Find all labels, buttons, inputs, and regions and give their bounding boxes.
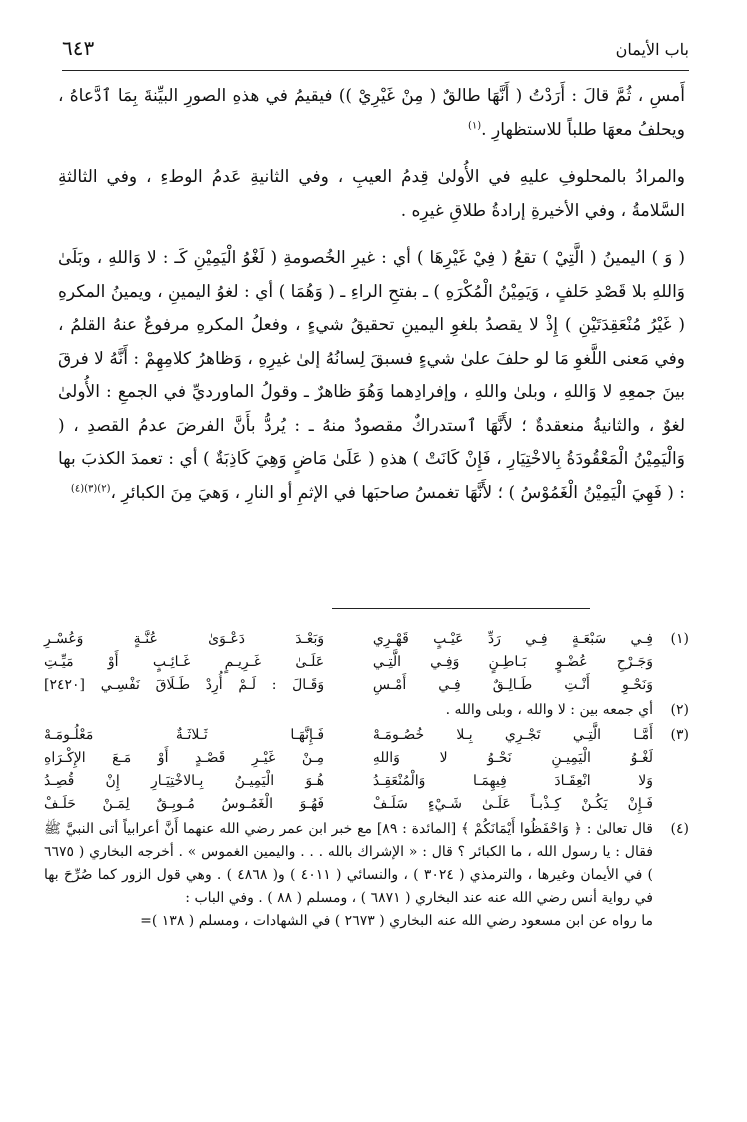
- footnote-3: [44, 724, 689, 816]
- verse-hemistich: فِـي سَبْعَـةٍ فِـي رَدِّ عَيْـبٍ قَهْـرِي: [372, 631, 653, 647]
- verse-hemistich: فَـإِنَّهَـا ثَـلاثَـةٌ مَعْلُـومَـهْ: [44, 727, 325, 743]
- footnote-ref-2: (٢): [97, 482, 111, 494]
- paragraph-1-text: أَمسِ ، ثُمَّ قالَ : أَرَدْتُ ( أَنَّهَا طالقٌ ( مِنْ غَيْرِيْ )) فيقيمُ في هذهِ الصورِ البيِّنةَ بِمَا ٱدَّعاهُ ، ويحلفُ معهَا طلباً للاستظهارِ .: [58, 86, 685, 140]
- footnote-continuation: ما رواه عن ابن مسعود رضي الله عنه البخاري ( ٢٦٧٣ ) في الشهادات ، ومسلم ( ١٣٨ )=: [140, 913, 653, 929]
- verse-hemistich: وَبَعْـدَ دَعْـوَىٰ عُنَّـةٍ وَعُسْـرِ: [44, 631, 325, 647]
- verse-hemistich: فَـإِنْ يَكُـنْ كِـذْبـاً عَلَـىٰ شَـيْءٍ سَلَـفْ: [372, 796, 653, 812]
- verse-hemistich: لَغْـوُ الْيَمِيـنِ نَحْـوُ لا وَاللهِ: [372, 750, 653, 766]
- verse-line: [44, 770, 653, 793]
- verse-hemistich: أَمَّـا الَّتِـي تَجْـرِي بِـلا خُصُـومَـهْ: [372, 727, 653, 743]
- footnote-ref-4: (٤): [70, 482, 85, 494]
- footnote-1: [44, 628, 689, 697]
- footnote-ref-1: (١): [467, 119, 482, 131]
- running-head: باب الأيمان: [615, 40, 689, 59]
- verse-line: [44, 793, 653, 816]
- verse-hemistich: عَلَـىٰ غَـرِيـمٍ غَـائِـبٍ أَوْ مَيِّـتِ: [44, 654, 325, 670]
- verse-hemistich: مِـنْ غَيْـرِ قَصْـدٍ أَوْ مَـعَ الإِكْـرَاهِ: [44, 750, 325, 766]
- paragraph-2-text: والمرادُ بالمحلوفِ عليهِ في الأُولىٰ قِدمُ العيبِ ، وفي الثانيةِ عَدمُ الوطءِ ، وفي الثالثةِ السَّلامةُ ، وفي الأخيرةِ إرادةُ طلاقِ غيرِه .: [58, 167, 685, 221]
- page-header: [62, 30, 689, 71]
- footnote-text: قال تعالىٰ : ﴿ وَاحْفَظُوا أَيْمَانَكُمْ ﴾ [المائدة : ٨٩] مع خبر ابن عمر رضي الله عنهما أَنَّ أعرابياً أتى النبيَّ ﷺ فقال : يا رسول الله ، ما الكبائر ؟ قال : « الإشراك بالله . . . واليمين الغموس » . أخرجه البخاري ( ٦٦٧٥ ) في الأيمان وغيرها ، والترمذي ( ٣٠٢٤ ) ، والنسائي ( ٤٠١١ ) و( ٤٨٦٨ ) . وهي قول الزور كما صُرِّحَ بها في رواية أنس رضي الله عنه عند البخاري ( ٦٨٧١ ) ، ومسلم ( ٨٨ ) . وفي الباب :: [44, 821, 654, 906]
- footnote-4: [44, 818, 689, 933]
- footnote-number: (١): [670, 631, 689, 647]
- verse-hemistich: وَقَـالَ : لَـمْ أُرِدْ طَـلَاقَ نَفْسِـي [٢٤٢٠]: [44, 677, 325, 693]
- footnote-text: أي جمعه بين : لا والله ، وبلى والله .: [445, 702, 653, 718]
- paragraph-1: [58, 80, 685, 147]
- footnote-2: [44, 699, 689, 722]
- verse-hemistich: فَهُـوَ الْغَمُـوسُ مُـوبِـقٌ لِمَـنْ حَلَـفْ: [44, 796, 325, 812]
- verse-hemistich: وَنَحْـوِ أَنْـتِ طَـالِـقٌ فِـي أَمْـسِ: [372, 677, 653, 693]
- paragraph-2: [58, 161, 685, 228]
- verse-line: [44, 674, 653, 697]
- verse-hemistich: هُـوَ الْيَمِيـنُ بِـالاخْتِيَـارِ إِنْ قُصِـدُ: [44, 773, 325, 789]
- footnote-number: (٤): [670, 821, 689, 837]
- verse-line: [44, 628, 653, 651]
- verse-line: [44, 724, 653, 747]
- verse-line: [44, 651, 653, 674]
- footnote-ref-3: (٣): [84, 482, 98, 494]
- page-number: ٦٤٣: [62, 36, 95, 60]
- paragraph-3-text: ( وَ ) اليمينُ ( الَّتِيْ ) تقعُ ( فِيْ غَيْرِهَا ) أي : غيرِ الخُصومةِ ( لَغْوُ الْيَمِيْنِ كَـ : لا وَاللهِ ، وبَلَىٰ وَاللهِ بلا قَصْدِ حَلفٍ ، وَيَمِيْنُ الْمُكْرَهِ ) ـ بفتحِ الراءِ ـ ( وَهُمَا ) أي : لغوُ اليمينِ ، ويمينُ المكرهِ ( غَيْرُ مُنْعَقِدَتَيْنِ ) إِذْ لا يقصدُ بلغوِ اليمينِ تحقيقُ شيءٍ ، وفعلُ المكرهِ مرفوعٌ عنهُ القلمُ ، وفي مَعنى اللَّغوِ مَا لو حلفَ علىٰ شيءٍ فسبقَ لِسانُهُ إلىٰ غيرِهِ ، وَظاهرُ كلامِهِمْ : أَنَّهُ لا فرقَ بينَ جمعِهِ لا وَاللهِ ، وبلىٰ واللهِ ، وإفرادِهما وَهُوَ ظاهرٌ ـ وقولُ الماورديِّ في الجمعِ : الأُولىٰ لغوٌ ، والثانيةُ منعقدةٌ ؛ لأَنَّهَا ٱستدراكٌ مقصودٌ منهُ ـ : يُردُّ بأَنَّ الفرضَ عدمُ القصدِ ، ( وَالْيَمِيْنُ الْمَعْقُودَةُ بِالاخْتِيَارِ ، فَإِنْ كَانَتْ ) هذهِ ( عَلَىٰ مَاضٍ وَهِيَ كَاذِبَةٌ ) أي : تعمدَ الكذبَ بها : ( فَهِيَ الْيَمِيْنُ الْغَمُوْسُ ) ؛ لأَنَّهَا تغمسُ صاحبَها في الإثمِ أو النارِ ، وَهيَ مِنَ الكبائرِ ،: [58, 248, 685, 503]
- verse-line: [44, 747, 653, 770]
- footnote-separator: [332, 608, 590, 609]
- footnote-number: (٣): [670, 727, 689, 743]
- verse-hemistich: وَلا انْعِقَـادَ فِيهِمَـا وَالْمُنْعَقِـدُ: [372, 773, 653, 789]
- verse-block: [44, 628, 653, 697]
- main-text: [58, 80, 685, 510]
- paragraph-3: [58, 242, 685, 510]
- verse-block: [44, 724, 653, 816]
- footnotes: [44, 628, 689, 935]
- footnote-number: (٢): [670, 702, 689, 718]
- verse-hemistich: وَجَـرْحِ عُضْـوٍ بَـاطِـنٍ وَفِـي الَّتِـي: [372, 654, 653, 670]
